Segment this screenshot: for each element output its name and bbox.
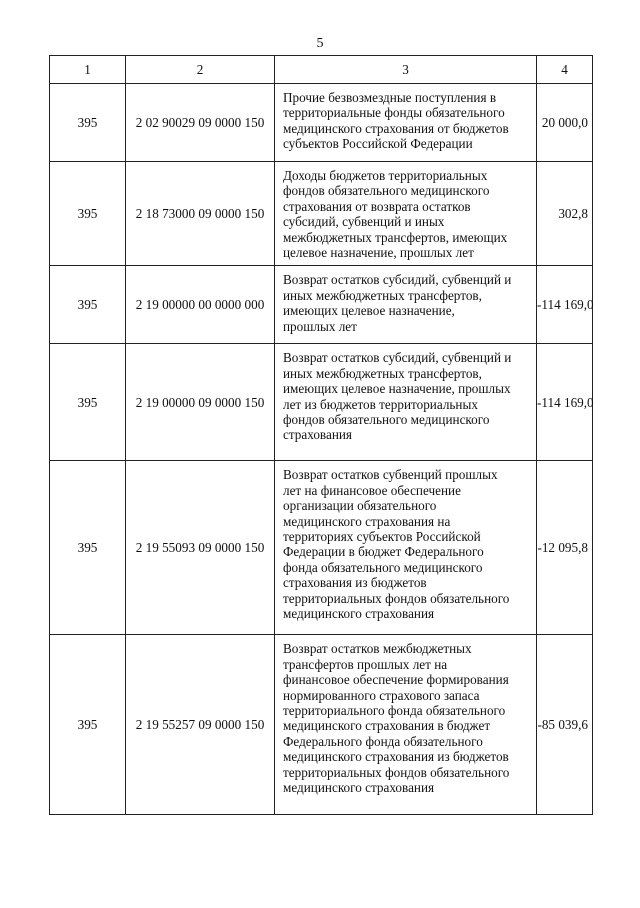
description-line: территориальных фондов обязательного <box>283 590 510 606</box>
description-line: финансовое обеспечение формирования <box>283 672 509 688</box>
table-row <box>50 635 593 815</box>
description-line: территориального фонда обязательного <box>283 703 506 719</box>
description-line: Возврат остатков субсидий, субвенций и <box>283 272 512 288</box>
description-line: имеющих целевое назначение, прошлых <box>283 381 511 397</box>
admin-code-cell: 395 <box>50 266 126 344</box>
description-line: имеющих целевое назначение, <box>283 303 455 319</box>
column-header: 2 <box>126 56 275 84</box>
description-cell <box>275 266 537 344</box>
description-line: прошлых лет <box>283 318 357 334</box>
description-line: фондов обязательного медицинского <box>283 412 490 428</box>
description-line: лет на финансовое обеспечение <box>283 482 461 498</box>
description-line: фондов обязательного медицинского <box>283 183 490 199</box>
description-line: иных межбюджетных трансфертов, <box>283 287 482 303</box>
description-line: медицинского страхования из бюджетов <box>283 749 509 765</box>
amount-cell: -12 095,8 <box>537 461 593 635</box>
description-line: страхования из бюджетов <box>283 575 427 591</box>
description-line: Доходы бюджетов территориальных <box>283 168 488 183</box>
kbk-code-cell: 2 19 00000 00 0000 000 <box>126 266 275 344</box>
description-line: субсидий, субвенций и иных <box>283 214 445 230</box>
description-line: Федерации в бюджет Федерального <box>283 544 484 560</box>
description-line: медицинского страхования в бюджет <box>283 718 491 734</box>
description-line: целевое назначение, прошлых лет <box>283 245 474 261</box>
table-row <box>50 84 593 162</box>
kbk-code-cell: 2 19 55257 09 0000 150 <box>126 635 275 815</box>
description-line: медицинского страхования от бюджетов <box>283 120 509 136</box>
description-line: Прочие безвозмездные поступления в <box>283 90 497 105</box>
description-line: межбюджетных трансфертов, имеющих <box>283 229 508 245</box>
description-line: организации обязательного <box>283 498 437 514</box>
description-line: Возврат остатков субсидий, субвенций и <box>283 350 512 366</box>
page-number: 5 <box>316 36 324 51</box>
description-line: медицинского страхования <box>283 780 435 796</box>
column-header: 4 <box>537 56 593 84</box>
amount-cell: -85 039,6 <box>537 635 593 815</box>
column-header: 1 <box>50 56 126 84</box>
description-line: медицинского страхования <box>283 606 435 622</box>
description-line: иных межбюджетных трансфертов, <box>283 365 482 381</box>
table-row <box>50 344 593 461</box>
kbk-code-cell: 2 19 55093 09 0000 150 <box>126 461 275 635</box>
description-line: Федерального фонда обязательного <box>283 733 483 749</box>
admin-code-cell: 395 <box>50 162 126 266</box>
column-header: 3 <box>275 56 537 84</box>
description-cell <box>275 84 537 162</box>
admin-code-cell: 395 <box>50 461 126 635</box>
description-line: фонда обязательного медицинского <box>283 559 483 575</box>
description-line: страхования от возврата остатков <box>283 198 471 214</box>
kbk-code-cell: 2 18 73000 09 0000 150 <box>126 162 275 266</box>
kbk-code-cell: 2 02 90029 09 0000 150 <box>126 84 275 162</box>
amount-cell: -114 169,0 <box>537 266 593 344</box>
description-cell <box>275 461 537 635</box>
table-header-row <box>50 56 593 84</box>
description-line: медицинского страхования на <box>283 513 451 529</box>
admin-code-cell: 395 <box>50 84 126 162</box>
description-line: нормированного страхового запаса <box>283 687 480 703</box>
description-line: лет из бюджетов территориальных <box>283 396 478 412</box>
table-row <box>50 461 593 635</box>
amount-cell: 20 000,0 <box>537 84 593 162</box>
table-row <box>50 266 593 344</box>
description-line: территориальных фондов обязательного <box>283 764 510 780</box>
table-row <box>50 162 593 266</box>
description-cell <box>275 344 537 461</box>
amount-cell: 302,8 <box>537 162 593 266</box>
amount-cell: -114 169,0 <box>537 344 593 461</box>
description-line: территориальные фонды обязательного <box>283 105 505 121</box>
description-line: Возврат остатков субвенций прошлых <box>283 467 498 483</box>
description-cell <box>275 635 537 815</box>
kbk-code-cell: 2 19 00000 09 0000 150 <box>126 344 275 461</box>
budget-revenue-table <box>49 55 593 815</box>
description-line: Возврат остатков межбюджетных <box>283 641 472 657</box>
description-line: страхования <box>283 427 352 443</box>
admin-code-cell: 395 <box>50 635 126 815</box>
description-line: субъектов Российской Федерации <box>283 136 473 152</box>
description-line: трансфертов прошлых лет на <box>283 656 448 672</box>
description-cell <box>275 162 537 266</box>
description-line: территориях субъектов Российской <box>283 529 481 545</box>
admin-code-cell: 395 <box>50 344 126 461</box>
